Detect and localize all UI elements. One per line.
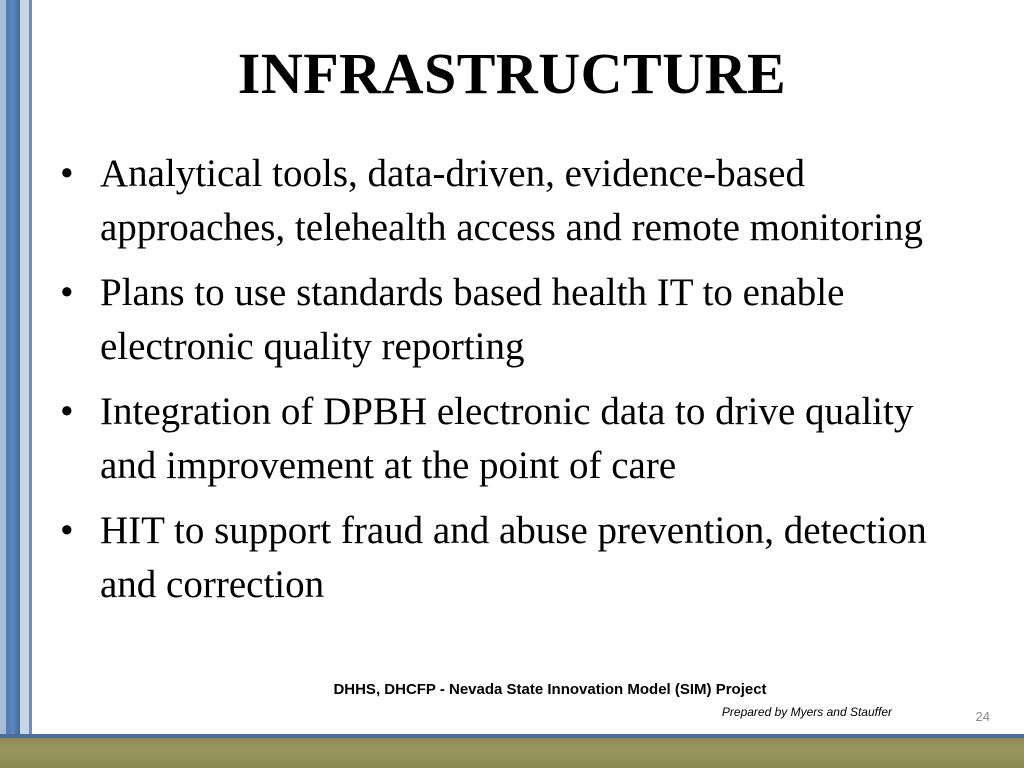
page-number: 24 — [975, 709, 990, 724]
left-decorative-stripe-blue — [6, 0, 20, 738]
bullet-dot: • — [60, 271, 74, 314]
bullet-item — [60, 385, 960, 493]
bullet-text: Plans to use standards based health IT to enable electronic quality reporting — [100, 271, 845, 368]
bullet-dot: • — [60, 509, 74, 552]
footer-project-name: DHHS, DHCFP - Nevada State Innovation Model (SIM) Project — [333, 681, 767, 698]
bullet-item — [60, 147, 960, 255]
bullet-text: Integration of DPBH electronic data to drive quality and improvement at the point of care — [100, 390, 914, 487]
bottom-decorative-bar — [0, 738, 1024, 768]
bullet-text: Analytical tools, data-driven, evidence-based approaches, telehealth access and remote monitoring — [100, 152, 923, 249]
bullet-item — [60, 266, 960, 374]
footer-prepared-by: Prepared by Myers and Stauffer — [721, 705, 892, 719]
bullet-item — [60, 504, 960, 612]
bullet-list — [60, 147, 960, 623]
left-decorative-stripe-light — [20, 0, 29, 738]
slide-title: INFRASTRUCTURE — [237, 41, 787, 106]
left-decorative-stripe-thin — [29, 0, 32, 738]
bullet-dot: • — [60, 152, 74, 195]
bullet-text: HIT to support fraud and abuse prevention, detection and correction — [100, 509, 927, 606]
bullet-dot: • — [60, 390, 74, 433]
